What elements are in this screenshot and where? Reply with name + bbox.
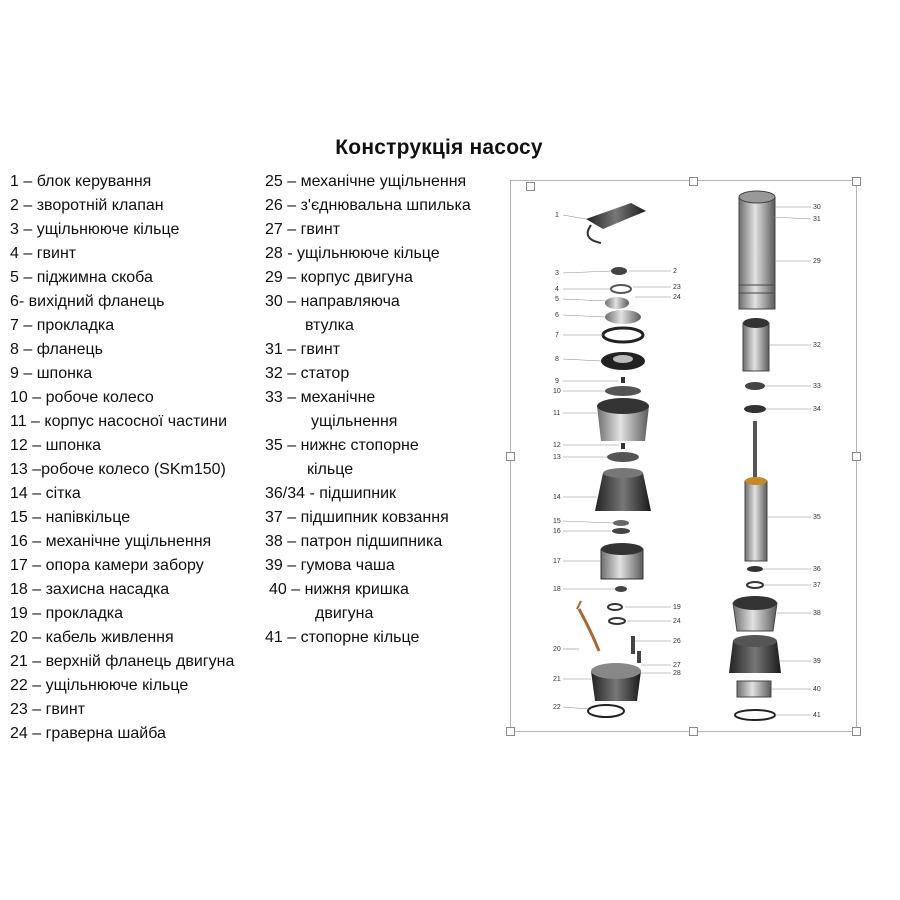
legend-item: 21 – верхній фланець двигуна (10, 653, 235, 670)
callout-label: 1 (555, 212, 559, 219)
legend-item: 26 – з'єднювальна шпилька (265, 197, 471, 214)
legend-item: 25 – механічне ущільнення (265, 173, 467, 190)
callout-label: 24 (673, 618, 681, 625)
callout-label: 4 (555, 286, 559, 293)
motor-housing-part (739, 191, 775, 309)
stator-part (743, 318, 769, 371)
legend-item: 6- вихідний фланець (10, 293, 165, 310)
callout-label: 13 (553, 454, 561, 461)
callout-label: 14 (553, 494, 561, 501)
callout-label: 20 (553, 646, 561, 653)
callout-label: 26 (673, 638, 681, 645)
callout-label: 19 (673, 604, 681, 611)
callout-label: 40 (813, 686, 821, 693)
legend-item: 2 – зворотній клапан (10, 197, 164, 214)
legend-item: 31 – гвинт (265, 341, 341, 358)
resize-handle-bottom-center[interactable] (689, 727, 698, 736)
o-ring-22-part (588, 705, 624, 717)
legend-left (10, 170, 265, 746)
legend-item: 41 – стопорне кільце (265, 629, 420, 646)
callout-label: 28 (673, 670, 681, 677)
mechanical-seal-33-part (744, 382, 766, 413)
legend-item: 19 – прокладка (10, 605, 124, 622)
callout-label: 2 (673, 268, 677, 275)
legend-item: 1 – блок керування (10, 173, 152, 190)
legend-item: 38 – патрон підшипника (265, 533, 443, 550)
callout-label: 34 (813, 406, 821, 413)
resize-handle-bottom-left[interactable] (506, 727, 515, 736)
legend-item: двигуна (315, 605, 374, 622)
legend-item: 27 – гвинт (265, 221, 341, 238)
callout-label: 5 (555, 296, 559, 303)
screen-part (595, 468, 651, 511)
legend-item: 12 – шпонка (10, 437, 102, 454)
callout-label: 29 (813, 258, 821, 265)
resize-handle-bottom-right[interactable] (852, 727, 861, 736)
rotor-shaft-part (745, 421, 767, 561)
callout-label: 24 (673, 294, 681, 301)
legend-item: 16 – механічне ущільнення (10, 533, 212, 550)
control-unit-part (586, 203, 646, 243)
check-valve-parts (605, 267, 631, 309)
legend-item: 18 – захисна насадка (10, 581, 170, 598)
legend-item: ущільнення (311, 413, 398, 430)
callout-label: 15 (553, 518, 561, 525)
callout-label: 9 (555, 378, 559, 385)
callout-label: 18 (553, 586, 561, 593)
legend-item: 3 – ущільнююче кільце (10, 221, 180, 238)
callout-label: 11 (553, 410, 561, 417)
retaining-ring-part (735, 710, 775, 720)
callout-label: 31 (813, 216, 821, 223)
legend-item: 7 – прокладка (10, 317, 115, 334)
callout-label: 37 (813, 582, 821, 589)
flange-part (601, 352, 645, 370)
legend-item: 28 - ущільнююче кільце (265, 245, 440, 262)
power-cable-part (577, 601, 599, 651)
half-ring-and-seal-parts (612, 520, 630, 534)
legend-item: 17 – опора камери забору (10, 557, 204, 574)
legend-item: 13 –робоче колесо (SKm150) (10, 461, 226, 478)
callout-label: 16 (553, 528, 561, 535)
callout-label: 21 (553, 676, 561, 683)
legend-item: 40 – нижня кришка (269, 581, 409, 598)
legend-item: 39 – гумова чаша (265, 557, 395, 574)
resize-handle-top-left[interactable] (526, 182, 535, 191)
callout-label: 33 (813, 383, 821, 390)
callout-label: 35 (813, 514, 821, 521)
impeller-skm150-part (607, 443, 639, 462)
callout-label: 10 (553, 388, 561, 395)
callout-label: 30 (813, 204, 821, 211)
legend-item: 8 – фланець (10, 341, 103, 358)
legend-item: 37 – підшипник ковзання (265, 509, 449, 526)
callout-label: 12 (553, 442, 561, 449)
legend-item: 5 – піджимна скоба (10, 269, 153, 286)
rubber-cup-part (729, 635, 781, 673)
legend-item: кільце (307, 461, 354, 478)
legend-item: 36/34 - підшипник (265, 485, 397, 502)
legend-item: 30 – направляюча (265, 293, 400, 310)
legend-item: 4 – гвинт (10, 245, 77, 262)
callout-label: 17 (553, 558, 561, 565)
callout-label: 8 (555, 356, 559, 363)
legend-item: 32 – статор (265, 365, 350, 382)
outlet-flange-part (603, 310, 643, 342)
bearing-holder-part (733, 596, 777, 631)
callout-label: 23 (673, 284, 681, 291)
pump-housing-part (597, 398, 649, 441)
legend-item: 29 – корпус двигуна (265, 269, 413, 286)
callout-label: 22 (553, 704, 561, 711)
legend-item: 11 – корпус насосної частини (10, 413, 228, 430)
legend-item: 22 – ущільнююче кільце (10, 677, 189, 694)
legend-item: 15 – напівкільце (10, 509, 131, 526)
legend-item: втулка (305, 317, 354, 334)
legend-item: 14 – сітка (10, 485, 81, 502)
callout-label: 36 (813, 566, 821, 573)
motor-upper-flange-part (591, 636, 641, 701)
resize-handle-middle-right[interactable] (852, 452, 861, 461)
callout-label: 3 (555, 270, 559, 277)
legend-item: 9 – шпонка (10, 365, 93, 382)
resize-handle-middle-left[interactable] (506, 452, 515, 461)
motor-bottom-cover-part (737, 681, 771, 697)
legend-item: 10 – робоче колесо (10, 389, 154, 406)
legend-item: 23 – гвинт (10, 701, 86, 718)
bearing-parts (747, 566, 763, 588)
callout-label: 38 (813, 610, 821, 617)
legend-right (265, 170, 505, 650)
callout-label: 27 (673, 662, 681, 669)
callout-label: 32 (813, 342, 821, 349)
resize-handle-top-center[interactable] (689, 177, 698, 186)
exploded-view-svg (511, 181, 856, 731)
resize-handle-top-right[interactable] (852, 177, 861, 186)
exploded-view-diagram (510, 180, 857, 732)
impeller-part (605, 377, 641, 396)
callout-label: 7 (555, 332, 559, 339)
legend-item: 24 – граверна шайба (10, 725, 166, 742)
page-title: Конструкція насосу (335, 136, 543, 159)
callout-label: 41 (813, 712, 821, 719)
callout-label: 6 (555, 312, 559, 319)
intake-support-part (601, 543, 643, 579)
legend-item: 20 – кабель живлення (10, 629, 174, 646)
legend-item: 35 – нижнє стопорне (265, 437, 419, 454)
callout-label: 39 (813, 658, 821, 665)
protective-cap-and-gaskets (608, 586, 627, 624)
legend-item: 33 – механічне (265, 389, 376, 406)
